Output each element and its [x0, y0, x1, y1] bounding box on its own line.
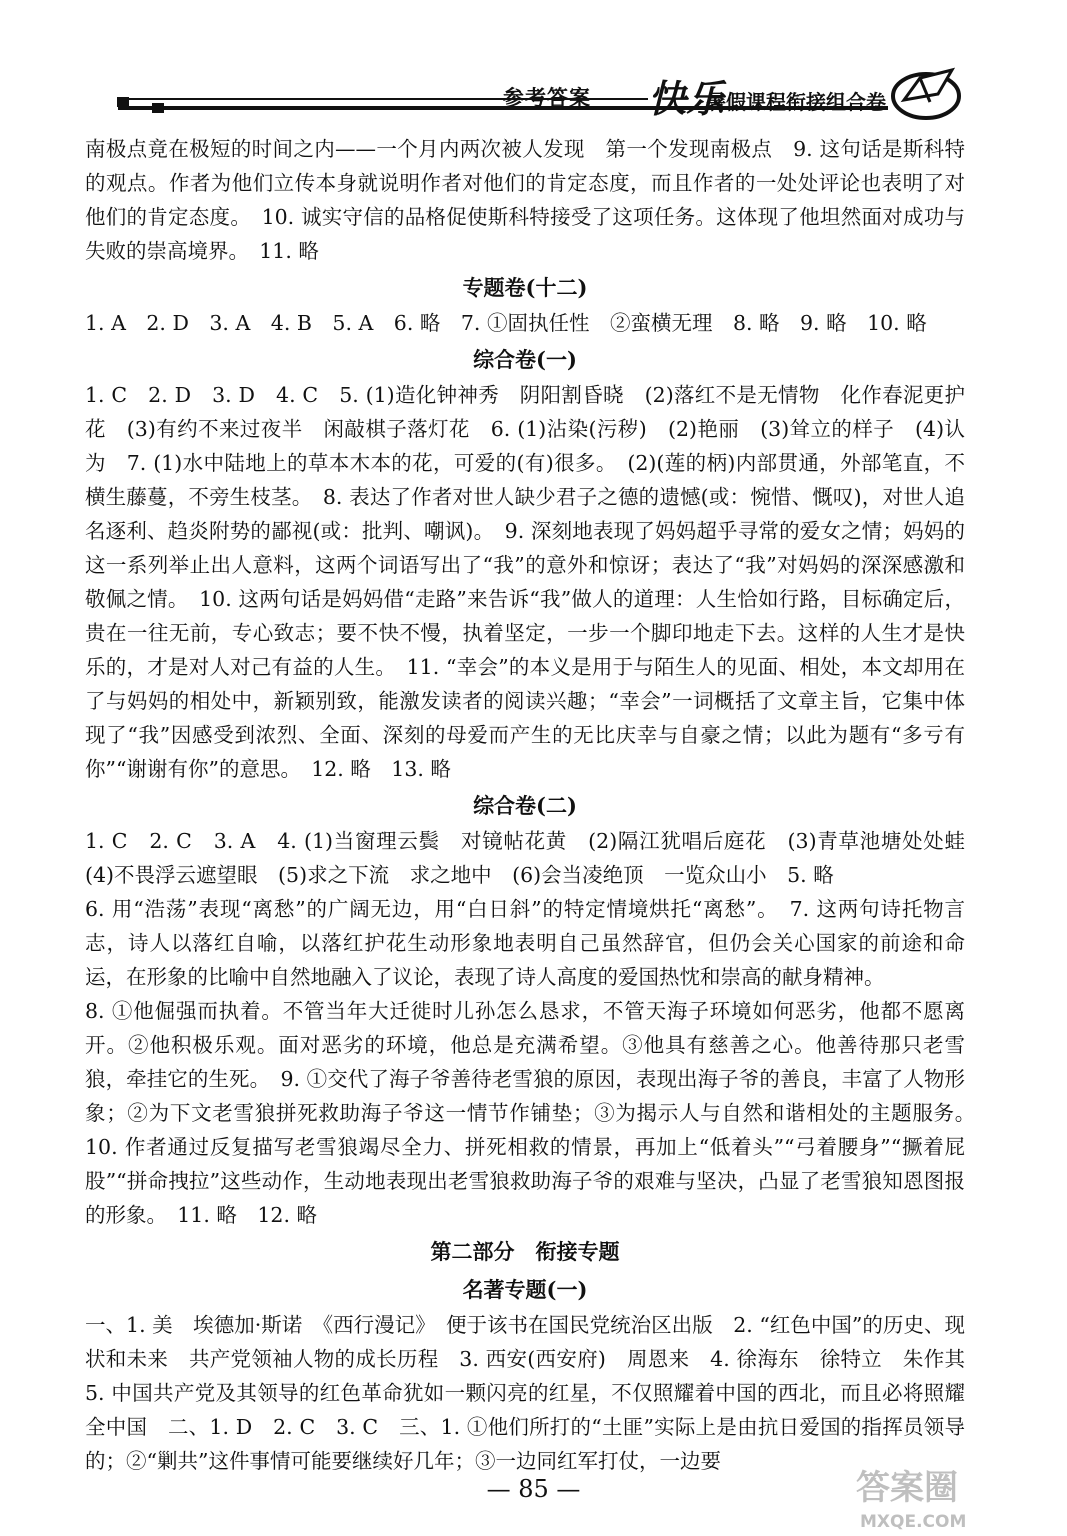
header-subtitle: 暑假课程衔接组合卷	[706, 90, 886, 114]
section-title: 名著专题(一)	[462, 1277, 588, 1302]
answer-content	[85, 132, 986, 1478]
book-logo-icon	[890, 60, 964, 122]
watermark-text: 答案圈	[856, 1468, 958, 1508]
answer-paragraph: 6. 用“浩荡”表现“离愁”的广阔无边，用“白日斜”的特定情境烘托“离愁”。 7. 这两句诗托物言志，诗人以落红自喻，以落红护花生动形象地表明自己虽然辞官，但仍会关心国家的前途和命运，在形象的比喻中自然地融入了议论，表现了诗人高度的爱国热忱和崇高的献身精神。	[85, 897, 965, 989]
section-title: 综合卷(一)	[473, 347, 577, 372]
section-title: 专题卷(十二)	[462, 275, 588, 300]
answer-paragraph: 1. A 2. D 3. A 4. B 5. A 6. 略 7. ①固执任性 ②蛮横无理 8. 略 9. 略 10. 略	[85, 311, 927, 335]
watermark-url: MXQE.COM	[860, 1512, 967, 1532]
page-number: — 85 —	[486, 1475, 581, 1503]
answer-paragraph: 南极点竟在极短的时间之内——一个月内两次被人发现 第一个发现南极点 9. 这句话是斯科特的观点。作者为他们立传本身就说明作者对他们的肯定态度，而且作者的一处处评论也表明了对他们的肯定态度。 10. 诚实守信的品格促使斯科特接受了这项任务。这体现了他坦然面对成功与失败的崇高境界。 11. 略	[85, 137, 965, 263]
answer-paragraph: 1. C 2. D 3. D 4. C 5. (1)造化钟神秀 阴阳割昏晓 (2)落红不是无情物 化作春泥更护花 (3)有约不来过夜半 闲敲棋子落灯花 6. (1)沾染(污秽) (2)艳丽 (3)耸立的样子 (4)认为 7. (1)水中陆地上的草本木本的花，可爱的(有)很多。 (2)(莲的柄)内部贯通，外部笔直，不横生藤蔓，不旁生枝茎。 8. 表达了作者对世人缺少君子之德的遗憾(或：惋惜、慨叹)，对世人追名逐利、趋炎附势的鄙视(或：批判、嘲讽)。 9. 深刻地表现了妈妈超乎寻常的爱女之情；妈妈的这一系列举止出人意料，这两个词语写出了“我”的意外和惊讶；表达了“我”对妈妈的深深感激和敬佩之情。 10. 这两句话是妈妈借“走路”来告诉“我”做人的道理：人生恰如行路，目标确定后，贵在一往无前，专心致志；要不快不慢，执着坚定，一步一个脚印地走下去。这样的人生才是快乐的，才是对人对己有益的人生。 11. “幸会”的本义是用于与陌生人的见面、相处，本文却用在了与妈妈的相处中，新颖别致，能激发读者的阅读兴趣；“幸会”一词概括了文章主旨，它集中体现了“我”因感受到浓烈、全面、深刻的母爱而产生的无比庆幸与自豪之情；以此为题有“多亏有你”“谢谢有你”的意思。 12. 略 13. 略	[85, 383, 965, 781]
section-title: 第二部分 衔接专题	[430, 1239, 620, 1264]
answer-paragraph: 8. ①他倔强而执着。不管当年大迁徙时儿孙怎么恳求，不管天海子环境如何恶劣，他都不愿离开。②他积极乐观。面对恶劣的环境，他总是充满希望。③他具有慈善之心。他善待那只老雪狼，牵挂它的生死。 9. ①交代了海子爷善待老雪狼的原因，表现出海子爷的善良，丰富了人物形象；②为下文老雪狼拼死救助海子爷这一情节作铺垫；③为揭示人与自然和谐相处的主题服务。 10. 作者通过反复描写老雪狼竭尽全力、拼死相救的情景，再加上“低着头”“弓着腰身”“撅着屁股”“拼命拽拉”这些动作，生动地表现出老雪狼救助海子爷的艰难与坚决，凸显了老雪狼知恩图报的形象。 11. 略 12. 略	[85, 999, 986, 1227]
header-brand: 快乐	[648, 77, 725, 121]
answer-paragraph: 一、1. 美 埃德加·斯诺 《西行漫记》 便于该书在国民党统治区出版 2. “红色中国”的历史、现状和未来 共产党领袖人物的成长历程 3. 西安(西安府) 周恩来 4. 徐海东 徐特立 朱作其 5. 中国共产党及其领导的红色革命犹如一颗闪亮的红星，不仅照耀着中国的西北，而且必将照耀全中国 二、1. D 2. C 3. C 三、1. ①他们所打的“土匪”实际上是由抗日爱国的指挥员领导的；②“剿共”这件事情可能要继续好几年；③一边同红军打仗，一边要	[85, 1313, 986, 1473]
header-label: 参考答案	[503, 85, 591, 110]
answer-paragraph: 1. C 2. C 3. A 4. (1)当窗理云鬓 对镜帖花黄 (2)隔江犹唱后庭花 (3)青草池塘处处蛙 (4)不畏浮云遮望眼 (5)求之下流 求之地中 (6)会当凌绝顶 一览众山小 5. 略	[85, 829, 986, 887]
section-title: 综合卷(二)	[473, 793, 577, 818]
page-header	[0, 0, 1067, 130]
watermark-logo	[852, 1455, 970, 1535]
